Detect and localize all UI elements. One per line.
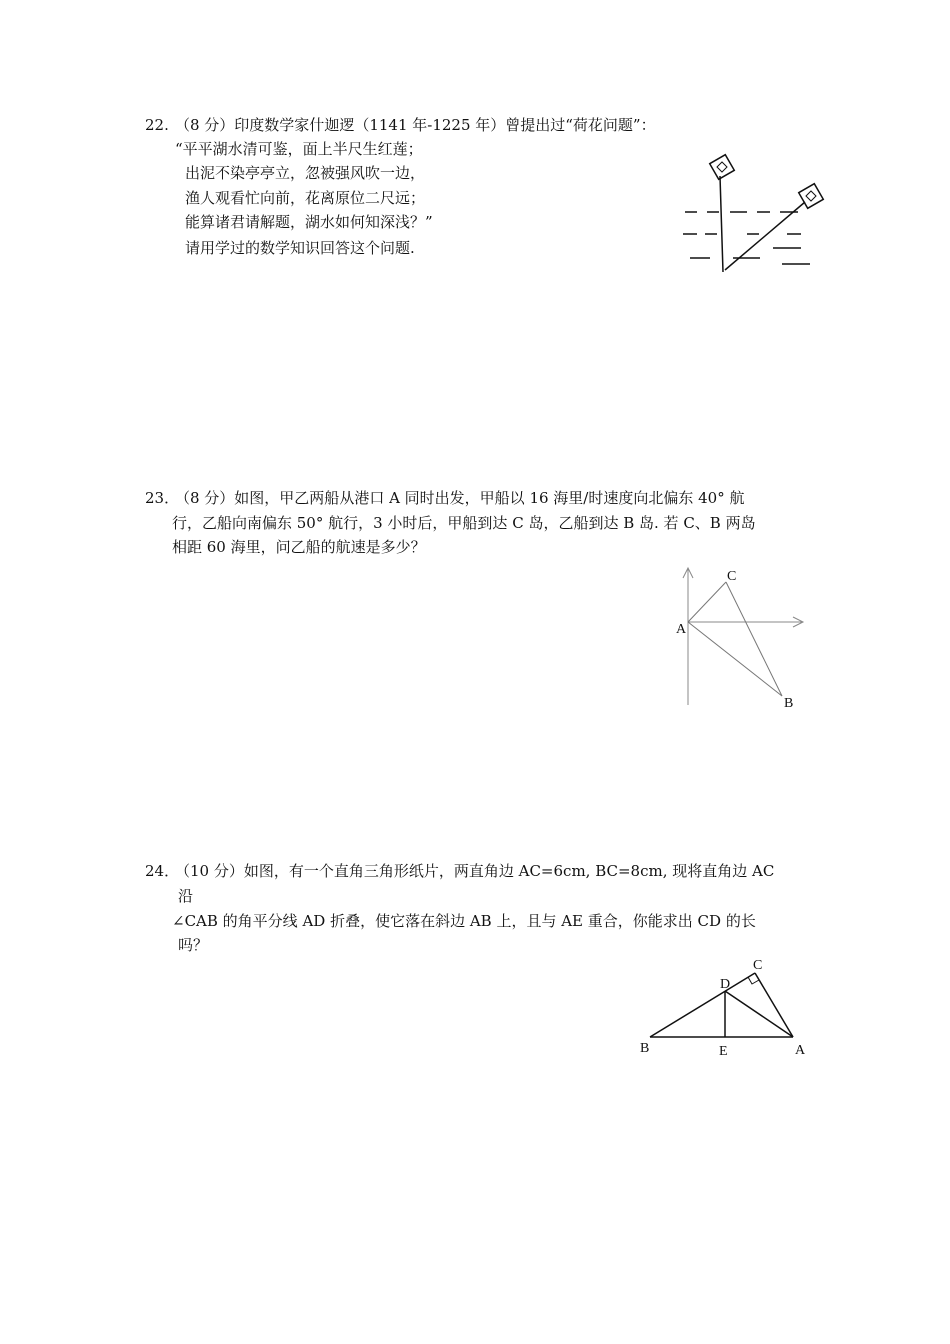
label-b: B — [640, 1041, 650, 1056]
lotus-figure — [675, 150, 835, 275]
label-b: B — [784, 696, 794, 711]
lotus-stem-original — [720, 176, 723, 272]
q22-poem-line-1: “平平湖水清可鉴，面上半尺生红莲； — [175, 140, 423, 158]
label-d: D — [720, 977, 731, 992]
segment-ca — [755, 973, 793, 1037]
segment-bc — [650, 973, 755, 1037]
q23-line-3: 相距 60 海里，问乙船的航速是多少？ — [172, 538, 426, 556]
q22-poem-line-2: 出泥不染亭亭立，忽被强风吹一边， — [185, 164, 426, 182]
label-c: C — [727, 569, 737, 584]
segment-cb — [726, 582, 782, 696]
q22-poem-line-4: 能算诸君请解题，湖水如何知深浅？” — [185, 213, 433, 231]
q22-instruction: 请用学过的数学知识回答这个问题. — [185, 239, 415, 257]
q24-line-4: 吗？ — [178, 936, 209, 954]
q24-line-2: 沿 — [178, 887, 194, 905]
q22-header: （8 分）印度数学家什迦逻（1141 年-1225 年）曾提出过“荷花问题”： — [175, 116, 656, 134]
label-a: A — [795, 1043, 806, 1058]
triangle-figure — [635, 955, 815, 1065]
lotus-flower-upright — [710, 155, 735, 180]
segment-ad — [725, 991, 793, 1037]
q23-line-2: 行，乙船向南偏东 50° 航行，3 小时后，甲船到达 C 岛，乙船到达 B 岛. 若 C、B 两岛 — [172, 514, 756, 532]
q23-line-1: （8 分）如图，甲乙两船从港口 A 同时出发，甲船以 16 海里/时速度向北偏东 40° 航 — [175, 489, 745, 507]
ships-figure — [670, 560, 820, 715]
q24-line-1: （10 分）如图，有一个直角三角形纸片，两直角边 AC=6cm, BC=8cm, 现将直角边 AC — [175, 862, 775, 880]
segment-ab — [688, 622, 782, 696]
q22-poem-line-3: 渔人观看忙向前，花离原位二尺远； — [185, 189, 426, 207]
label-a: A — [676, 622, 687, 637]
label-e: E — [719, 1044, 728, 1059]
segment-ac — [688, 582, 726, 622]
q23-number: 23． — [145, 489, 180, 507]
q22-number: 22. — [145, 116, 169, 134]
q24-number: 24． — [145, 862, 180, 880]
q24-line-3: ∠CAB 的角平分线 AD 折叠，使它落在斜边 AB 上，且与 AE 重合，你能求出 CD 的长 — [172, 912, 756, 930]
water-lines — [683, 212, 810, 264]
label-c: C — [753, 958, 763, 973]
